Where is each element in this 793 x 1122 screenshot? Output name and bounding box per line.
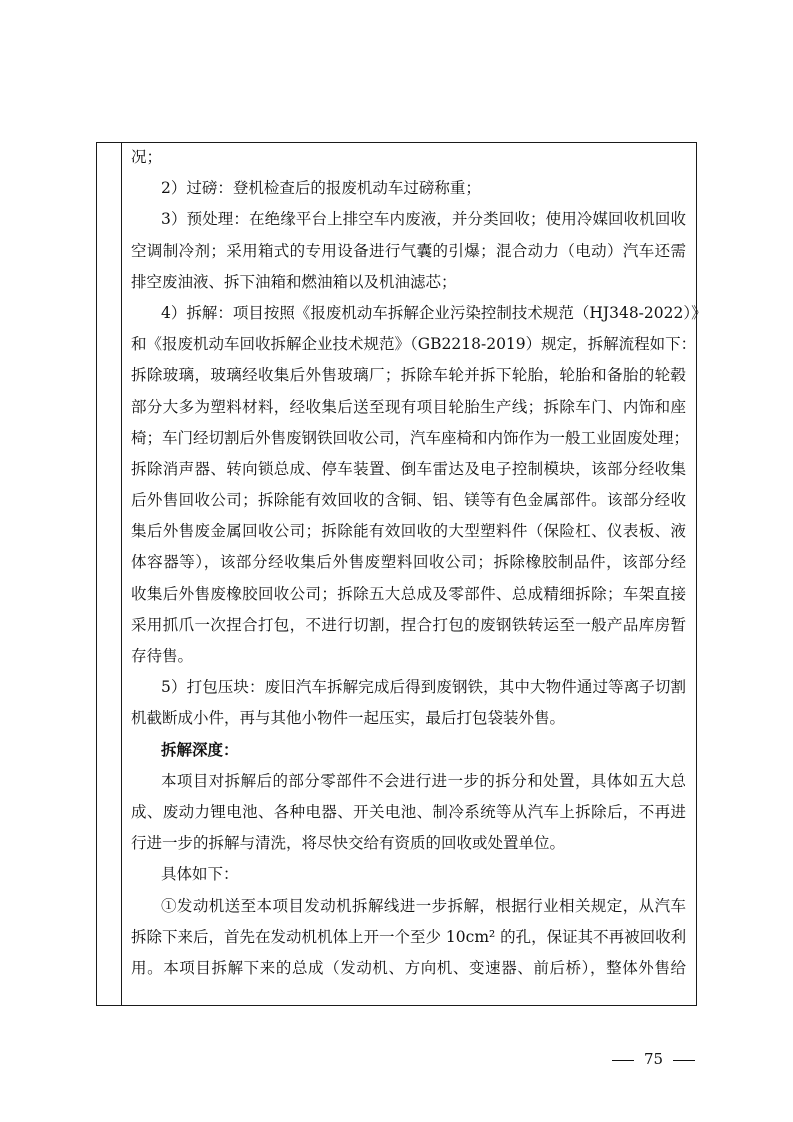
text-line: 具体如下： — [161, 865, 239, 884]
text-line: 4）拆解：项目按照《报废机动车拆解企业污染控制技术规范（HJ348-2022）》 — [161, 303, 707, 322]
text-line: 后外售回收公司；拆除能有效回收的含铜、铝、镁等有色金属部件。该部分经收 — [131, 491, 686, 510]
text-line: 本项目对拆解后的部分零部件不会进行进一步的拆分和处置，具体如五大总 — [161, 771, 686, 790]
page-number — [612, 1050, 695, 1068]
page-number-value: 75 — [644, 1050, 664, 1068]
text-line: 机截断成小件，再与其他小物件一起压实，最后打包袋装外售。 — [131, 709, 566, 728]
text-line: 和《报废机动车回收拆解企业技术规范》（GB2218-2019）规定，拆解流程如下： — [131, 335, 697, 354]
text-line: 2）过磅：登机检查后的报废机动车过磅称重； — [161, 179, 481, 198]
text-line: 况； — [131, 148, 163, 166]
text-line: ①发动机送至本项目发动机拆解线进一步拆解，根据行业相关规定，从汽车 — [161, 896, 686, 915]
text-line: 3）预处理：在绝缘平台上排空车内废液，并分类回收；使用冷媒回收机回收 — [161, 210, 686, 229]
text-line: 行进一步的拆解与清洗，将尽快交给有资质的回收或处置单位。 — [131, 834, 566, 853]
text-line: 收集后外售废橡胶回收公司；拆除五大总成及零部件、总成精细拆除；车架直接 — [131, 584, 686, 603]
text-line: 集后外售废金属回收公司；拆除能有效回收的大型塑料件（保险杠、仪表板、液 — [131, 522, 686, 541]
text-line: 用。本项目拆解下来的总成（发动机、方向机、变速器、前后桥），整体外售给 — [131, 958, 686, 977]
text-line: 成、废动力锂电池、各种电器、开关电池、制冷系统等从汽车上拆除后，不再进 — [131, 802, 686, 821]
page-number-dash-left — [612, 1060, 634, 1061]
text-line: 拆除玻璃，玻璃经收集后外售玻璃厂；拆除车轮并拆下轮胎，轮胎和备胎的轮毂 — [131, 366, 686, 385]
text-line: 排空废油液、拆下油箱和燃油箱以及机油滤芯； — [131, 272, 457, 291]
text-line: 存待售。 — [131, 647, 194, 665]
text-line: 采用抓爪一次捏合打包，不进行切割，捏合打包的废钢铁转运至一般产品库房暂 — [131, 615, 686, 634]
text-line: 5）打包压块：废旧汽车拆解完成后得到废钢铁，其中大物件通过等离子切割 — [161, 678, 686, 697]
text-line: 拆除下来后，首先在发动机机体上开一个至少 10cm² 的孔，保证其不再被回收利 — [131, 927, 687, 946]
section-heading: 拆解深度： — [161, 740, 239, 759]
text-line: 体容器等），该部分经收集后外售废塑料回收公司；拆除橡胶制品件，该部分经 — [131, 553, 686, 572]
text-line: 椅；车门经切割后外售废钢铁回收公司，汽车座椅和内饰作为一般工业固废处理； — [131, 428, 690, 447]
text-line: 空调制冷剂；采用箱式的专用设备进行气囊的引爆；混合动力（电动）汽车还需 — [131, 241, 686, 260]
page-number-dash-right — [673, 1060, 695, 1061]
table-column-divider — [121, 142, 122, 1006]
text-line: 拆除消声器、转向锁总成、停车装置、倒车雷达及电子控制模块，该部分经收集 — [131, 459, 686, 478]
document-body — [131, 142, 707, 984]
text-line: 部分大多为塑料材料，经收集后送至现有项目轮胎生产线；拆除车门、内饰和座 — [131, 397, 686, 416]
